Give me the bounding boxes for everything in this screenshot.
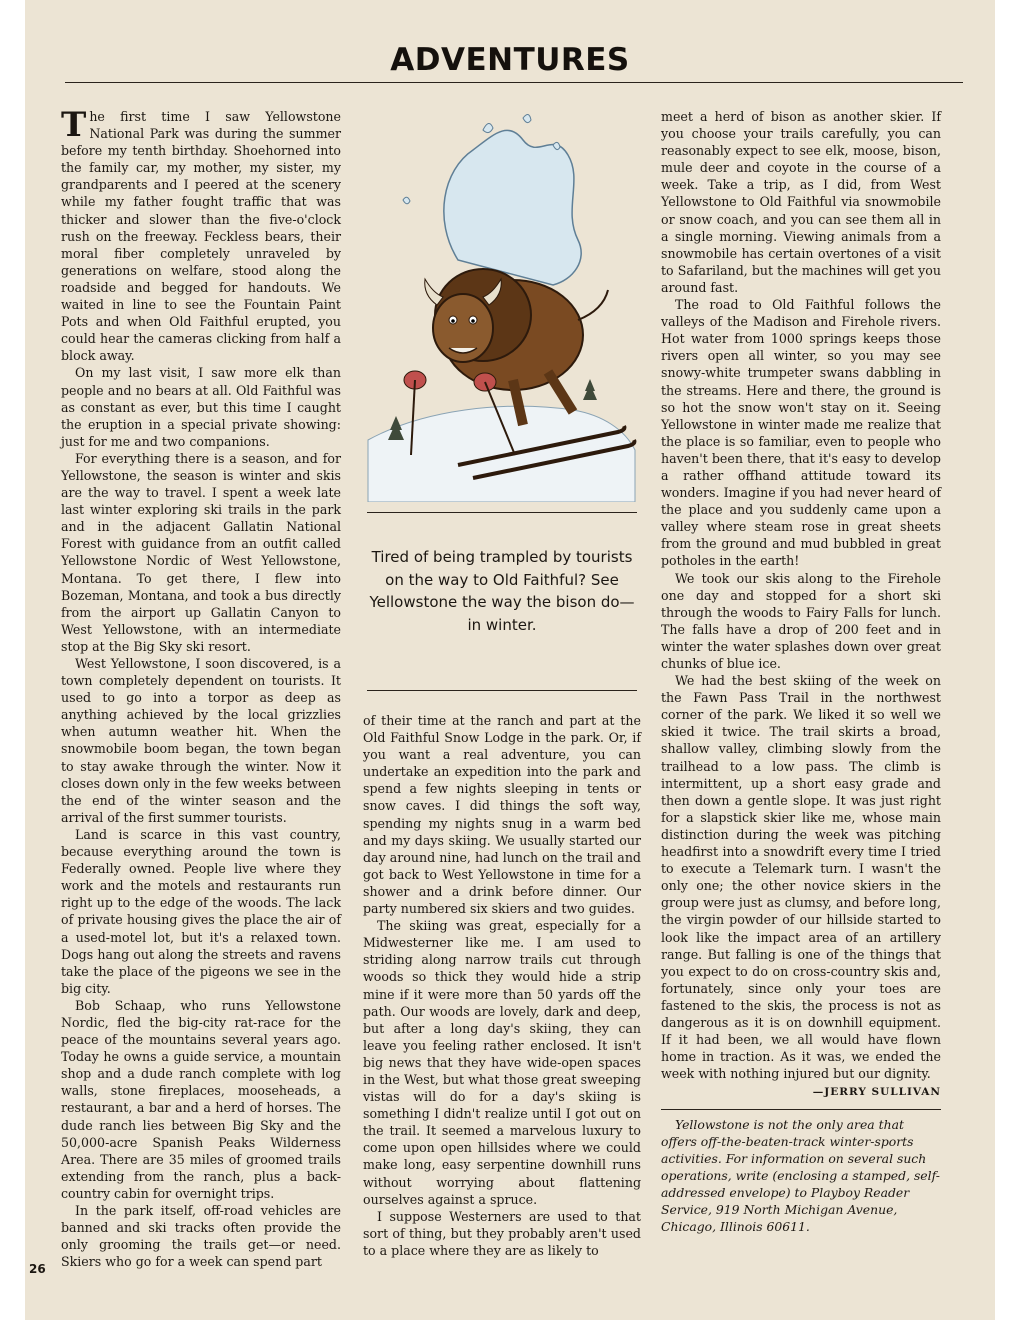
caption-rule-top (367, 512, 637, 513)
paragraph: The skiing was great, especially for a Midwesterner like me. I am used to striding along narrow trails cut through woods so thick they would hide a strip mine if it were more than 50 yards off the path. Our woods are lovely, dark and deep, but after a long day's skiing, they can leave you feeling rather enclosed. It isn't big news that they have wide-open spaces in the West, but what those great sweeping vistas will do for a day's skiing is something I didn't realize until I got out on the trail. It seemed a marvelous luxury to come upon open hillsides where we could make long, easy serpentine downhill runs without worrying about flattening ourselves against a spruce. (363, 918, 641, 1207)
paragraph: The road to Old Faithful follows the valleys of the Madison and Firehole rivers. Hot water from 1000 springs keeps those rivers open all winter, so you may see snowy-white trumpeter swans dabbling in the streams. Here and there, the ground is so hot the snow won't stay on it. Seeing Yellowstone in winter made me realize that the place is so familiar, even to people who haven't been there, that it's easy to develop a rather offhand attitude toward its wonders. Imagine if you had never heard of the place and you suddenly came upon a valley where steam rose in great sheets from the ground and mud bubbled in great potholes in the earth! (661, 297, 941, 569)
paragraph: I suppose Westerners are used to that sort of thing, but they probably aren't used to a place where they are as likely to (363, 1208, 641, 1258)
title-rule (65, 82, 963, 83)
intro-paragraph (61, 105, 341, 364)
paragraph: We took our skis along to the Firehole one day and stopped for a short ski through the woods to Fairy Falls for lunch. The falls have a drop of 200 feet and in winter the water splashes down over great chunks of blue ice. (661, 570, 941, 671)
bison-illustration-svg (363, 110, 641, 502)
paragraph: In the park itself, off-road vehicles are banned and ski tracks often provide the only grooming the trails get—or need. Skiers who go for a week can spend part (61, 1203, 341, 1270)
paragraph: We had the best skiing of the week on the Fawn Pass Trail in the northwest corner of the park. We liked it so well we skied it twice. The trail skirts a broad, shallow valley, climbing slowly from the trailhead to a low pass. The climb is intermittent, up a short easy grade and then down a gentle slope. It was just right for a slapstick skier like me, whose main distinction during the week was pitching headfirst into a snowdrift every time I tried to execute a Telemark turn. I wasn't the only one; the other novice skiers in the group were just as clumsy, and before long, the virgin powder of our hillside started to look like the impact area of an artillery range. But falling is one of the things that you expect to do on cross-country skis and, fortunately, since only your toes are fastened to the skis, the process is not as dangerous as it is on downhill equipment. If it had been, we all would have flown home in traction. As it was, we ended the week with nothing injured but our dignity. (661, 673, 941, 1082)
magazine-page (25, 0, 995, 1320)
note-rule (661, 1109, 941, 1110)
page-number: 26 (29, 1262, 46, 1276)
tree-icon (583, 379, 597, 400)
paragraph: West Yellowstone, I soon discovered, is a town completely dependent on tourists. It used to go into a torpor as deep as anything achieved by the local grizzlies when autumn weather hit. When the snowmobile boom began, the town began to stay awake through the winter. Now it closes down only in the few weeks between the end of the winter season and the arrival of the first summer tourists. (61, 656, 341, 825)
bison-skiing-illustration (363, 110, 641, 502)
article-column-1 (61, 105, 341, 1270)
author-byline: —JERRY SULLIVAN (812, 1086, 941, 1099)
paragraph: of their time at the ranch and part at the Old Faithful Snow Lodge in the park. Or, if you want a real adventure, you can undertake an expedition into the park and spend a few nights sleeping in tents or snow caves. I did things the soft way, spending my nights snug in a warm bed and my days skiing. We usually started our day around nine, had lunch on the trail and got back to West Yellowstone in time for a shower and a drink before dinner. Our party numbered six skiers and two guides. (363, 713, 641, 917)
section-title: ADVENTURES (390, 42, 630, 78)
article-column-3 (661, 108, 941, 1235)
snow-spray (444, 130, 581, 285)
article-column-2 (363, 712, 641, 1259)
reader-service-note: Yellowstone is not the only area that offers off-the-beaten-track winter-sports activities. For information on several such operations, write (enclosing a stamped, self-addressed envelope) to Playboy Reader Service, 919 North Michigan Avenue, Chicago, Illinois 60611. (661, 1117, 940, 1235)
paragraph: For everything there is a season, and for Yellowstone, the season is winter and skis are the way to travel. I spent a week late last winter exploring ski trails in the park and in the adjacent Gallatin National Forest with guidance from an outfit called Yellowstone Nordic of West Yellowstone, Montana. To get there, I flew into Bozeman, Montana, and took a bus directly from the airport up Gallatin Canyon to West Yellowstone, with an intermediate stop at the Big Sky ski resort. (61, 450, 341, 654)
intro-text: he first time I saw Yellowstone National Park was during the summer before my tenth birthday. Shoehorned into the family car, my mother, my sister, my grandparents and I peered at the scenery while my father fought traffic that was thicker and slower than the five-o'clock rush on the freeway. Feckless bears, their moral fiber completely unraveled by generations on welfare, stood along the roadside and begged for handouts. We waited in line to see the Fountain Paint Pots and when Old Faithful erupted, you could hear the cameras clicking from half a block away. (61, 109, 341, 364)
drop-cap: T (61, 105, 87, 145)
illustration-caption: Tired of being trampled by tourists on the way to Old Faithful? See Yellowstone the way the bison do—in winter. (369, 548, 635, 634)
caption-rule-bottom (367, 690, 637, 691)
paragraph: On my last visit, I saw more elk than people and no bears at all. Old Faithful was as constant as ever, but this time I caught the eruption in a special private showing: just for me and two companions. (61, 365, 341, 449)
paragraph: meet a herd of bison as another skier. If you choose your trails carefully, you can reasonably expect to see elk, moose, bison, mule deer and coyote in the course of a week. Take a trip, as I did, from West Yellowstone to Old Faithful via snowmobile or snow coach, and you can see them all in a single morning. Viewing animals from a snowmobile has certain overtones of a visit to Safariland, but the machines will get you around fast. (661, 109, 941, 295)
paragraph: Land is scarce in this vast country, because everything around the town is Federally owned. People live where they work and the motels and restaurants run right up to the edge of the woods. The lack of private housing gives the place the air of a used-motel lot, but it's a relaxed town. Dogs hang out along the streets and ravens take the place of the pigeons we see in the big city. (61, 826, 341, 996)
paragraph: Bob Schaap, who runs Yellowstone Nordic, fled the big-city rat-race for the peace of the mountains several years ago. Today he owns a guide service, a mountain shop and a dude ranch complete with log walls, stone fireplaces, mooseheads, a restaurant, a bar and a herd of horses. The dude ranch lies between Big Sky and the 50,000-acre Spanish Peaks Wilderness Area. There are 35 miles of groomed trails extending from the ranch, plus a back-country cabin for overnight trips. (61, 997, 341, 1201)
